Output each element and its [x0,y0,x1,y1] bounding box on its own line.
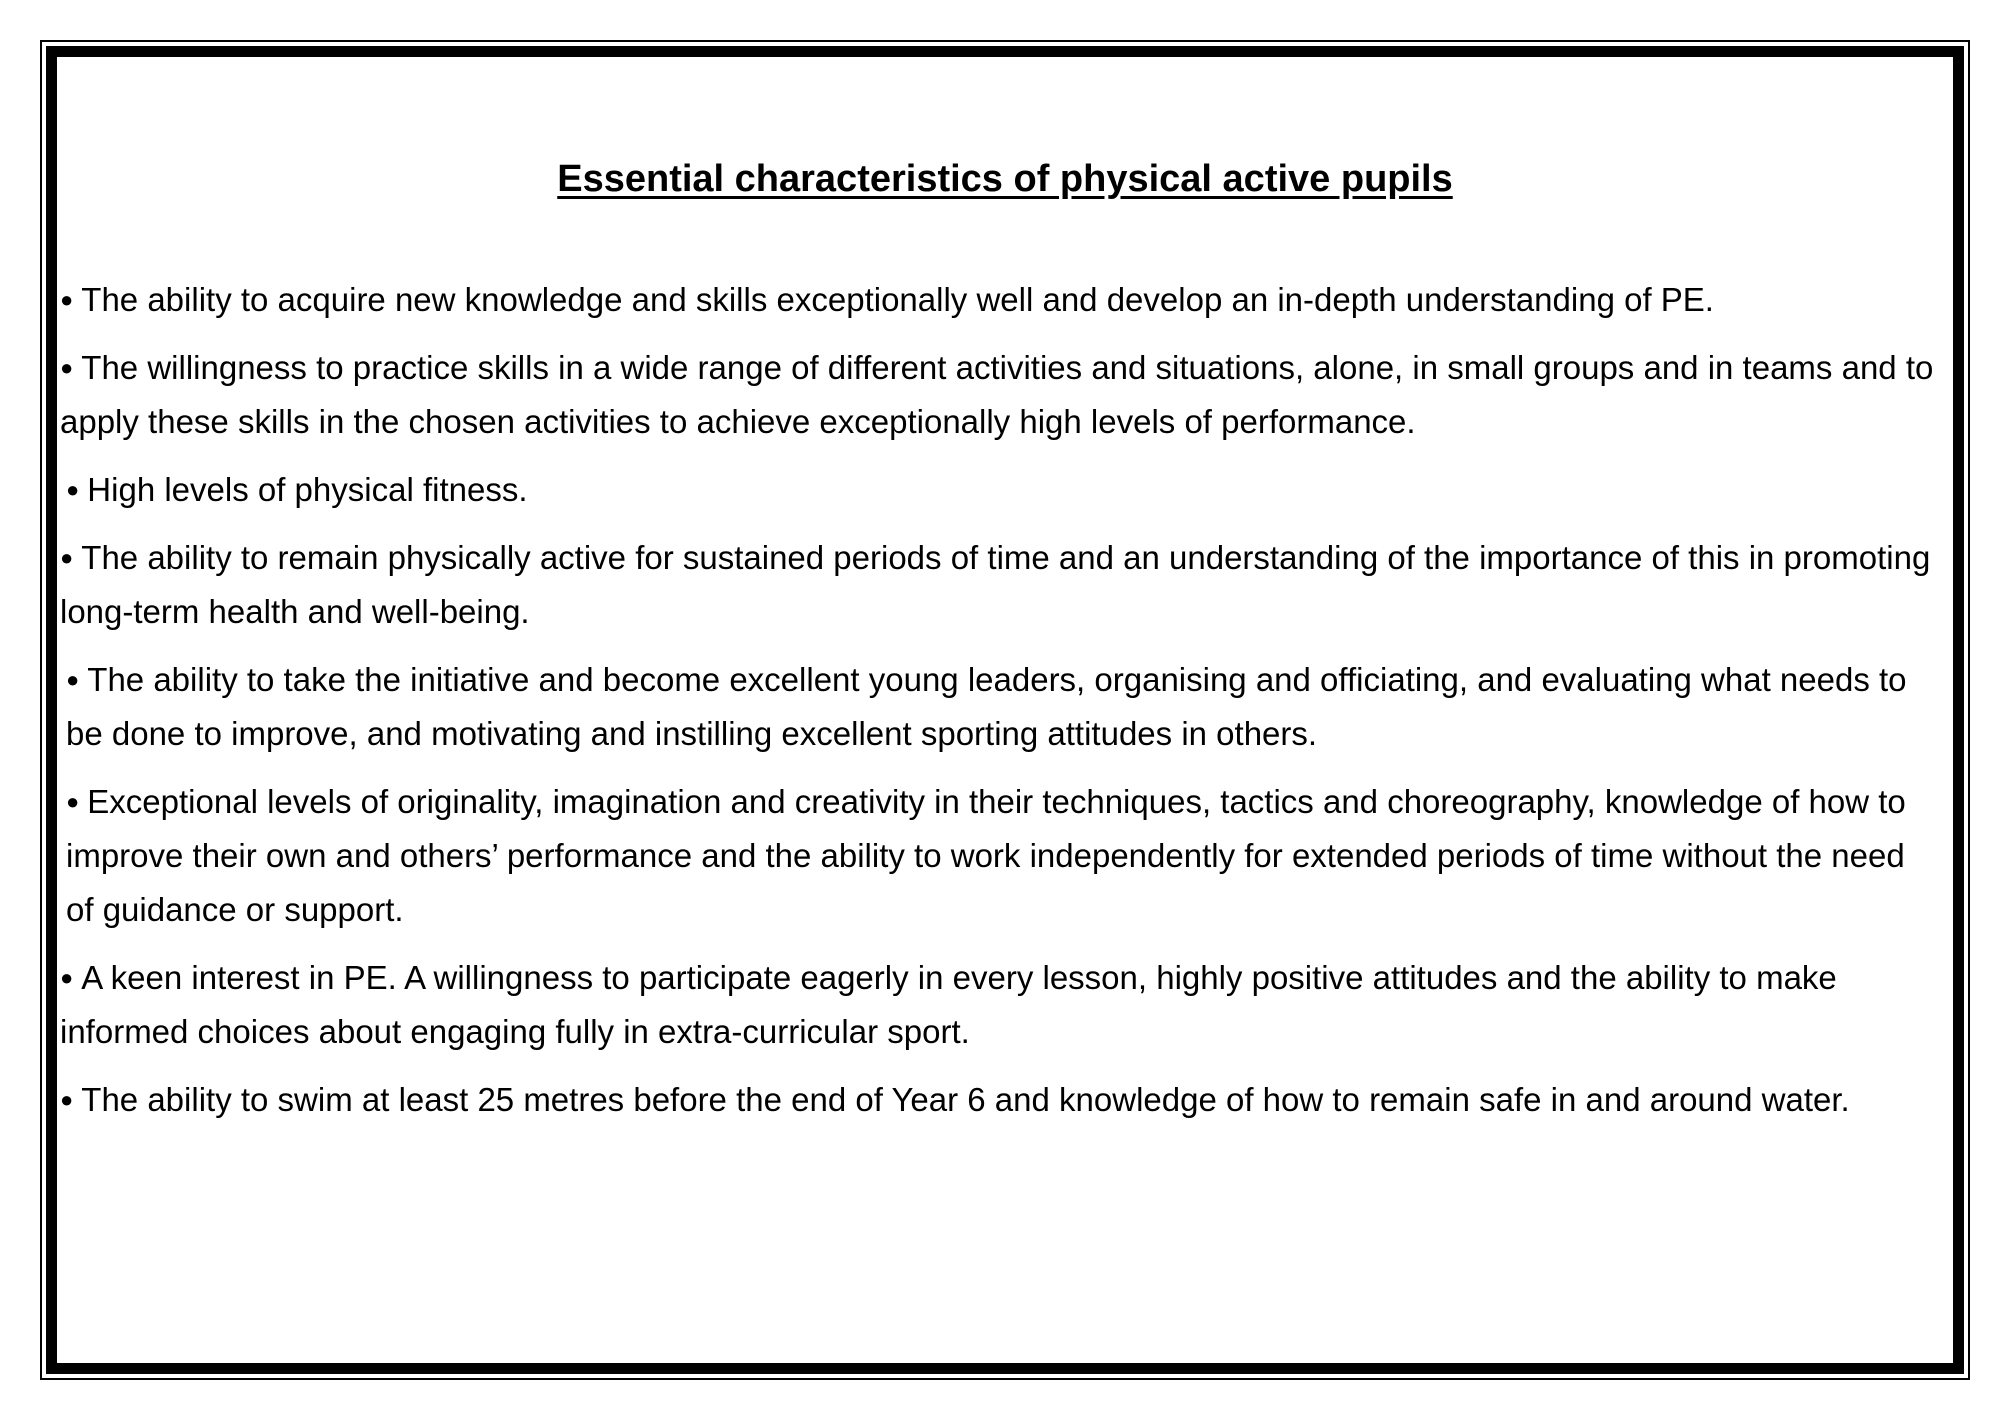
document-body [60,158,1940,1141]
list-item [60,341,1940,449]
bullet-icon: ● [60,965,74,990]
list-item-text: High levels of physical fitness. [87,471,528,508]
bullet-icon: ● [60,355,74,380]
list-item-text: A keen interest in PE. A willingness to participate eagerly in every lesson, highly positive attitudes and the ability to make informed choices about engaging fully in extra-curricular sport. [60,959,1837,1050]
bullet-icon: ● [66,477,80,502]
list-item [60,653,1940,761]
list-item [60,463,1940,517]
list-item-text: The ability to take the initiative and become excellent young leaders, organising and officiating, and evaluating what needs to be done to improve, and motivating and instilling excellent sporting attitudes in others. [66,661,1907,752]
list-item-text: The ability to acquire new knowledge and skills exceptionally well and develop an in-depth understanding of PE. [81,281,1714,318]
bullet-icon: ● [60,1087,74,1112]
list-item-text: The ability to remain physically active for sustained periods of time and an understanding of the importance of this in promoting long-term health and well-being. [60,539,1931,630]
list-item [60,951,1940,1059]
document-title: Essential characteristics of physical active pupils [557,158,1453,200]
bullet-icon: ● [66,789,80,814]
list-item [60,273,1940,327]
characteristics-list [60,273,1940,1127]
list-item [60,531,1940,639]
bullet-icon: ● [66,667,80,692]
bullet-icon: ● [60,287,74,312]
list-item-text: The ability to swim at least 25 metres before the end of Year 6 and knowledge of how to remain safe in and around water. [81,1081,1850,1118]
list-item [60,1073,1940,1127]
list-item-text: The willingness to practice skills in a wide range of different activities and situations, alone, in small groups and in teams and to apply these skills in the chosen activities to achieve exceptionally high levels of performance. [60,349,1934,440]
bullet-icon: ● [60,545,74,570]
list-item [60,775,1940,937]
list-item-text: Exceptional levels of originality, imagination and creativity in their techniques, tactics and choreography, knowledge of how to improve their own and others’ performance and the ability to work independently for extended periods of time without the need of guidance or support. [66,783,1906,928]
